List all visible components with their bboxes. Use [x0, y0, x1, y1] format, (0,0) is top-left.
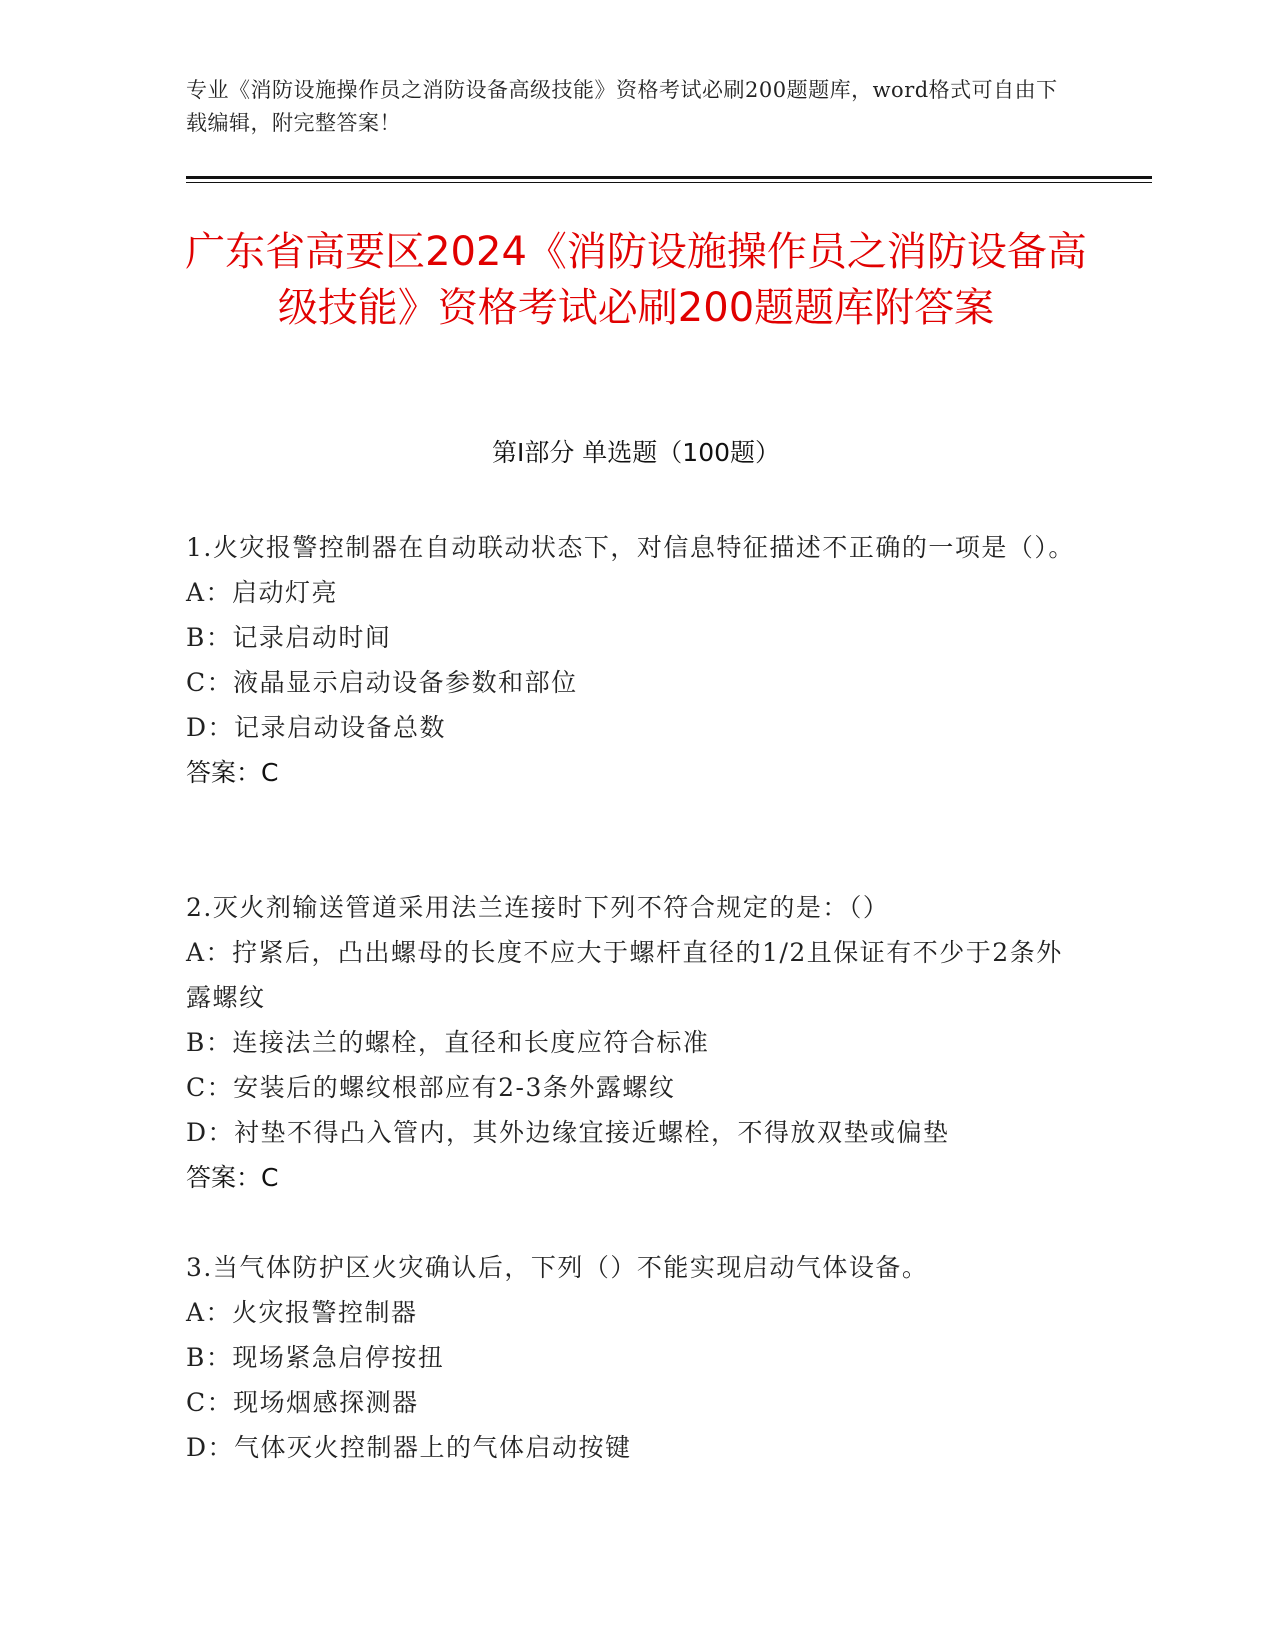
option-d: D：气体灭火控制器上的气体启动按键 — [186, 1433, 632, 1462]
question-1 — [186, 525, 1086, 795]
header-note: 专业《消防设施操作员之消防设备高级技能》资格考试必刷200题题库，word格式可自由下载编辑，附完整答案！ — [186, 78, 1058, 135]
question-stem: 2.灭火剂输送管道采用法兰连接时下列不符合规定的是：（） — [186, 893, 890, 922]
option-c: C：现场烟感探测器 — [186, 1388, 419, 1417]
header-divider-thick — [186, 176, 1152, 179]
question-stem: 3.当气体防护区火灾确认后，下列（）不能实现启动气体设备。 — [186, 1253, 929, 1282]
option-c: C：安装后的螺纹根部应有2-3条外露螺纹 — [186, 1073, 676, 1102]
option-a: A：启动灯亮 — [186, 578, 339, 607]
option-a: A：火灾报警控制器 — [186, 1298, 418, 1327]
option-d: D：衬垫不得凸入管内，其外边缘宜接近螺栓，不得放双垫或偏垫 — [186, 1118, 950, 1147]
question-stem: 1.火灾报警控制器在自动联动状态下，对信息特征描述不正确的一项是（）。 — [186, 533, 1075, 562]
option-b: B：记录启动时间 — [186, 623, 392, 652]
document-title: 广东省高要区2024《消防设施操作员之消防设备高级技能》资格考试必刷200题题库附答案 — [185, 229, 1087, 331]
option-d: D：记录启动设备总数 — [186, 713, 447, 742]
question-3 — [186, 1245, 1086, 1470]
option-b: B：现场紧急启停按扭 — [186, 1343, 445, 1372]
option-b: B：连接法兰的螺栓，直径和长度应符合标准 — [186, 1028, 710, 1057]
option-c: C：液晶显示启动设备参数和部位 — [186, 668, 578, 697]
header-divider-thin — [186, 182, 1152, 183]
section-title: 第Ⅰ部分 单选题（100题） — [491, 438, 781, 467]
option-a: A：拧紧后，凸出螺母的长度不应大于螺杆直径的1/2且保证有不少于2条外露螺纹 — [186, 938, 1063, 1012]
answer: 答案：C — [186, 758, 279, 787]
question-2 — [186, 885, 1086, 1200]
answer: 答案：C — [186, 1163, 279, 1192]
